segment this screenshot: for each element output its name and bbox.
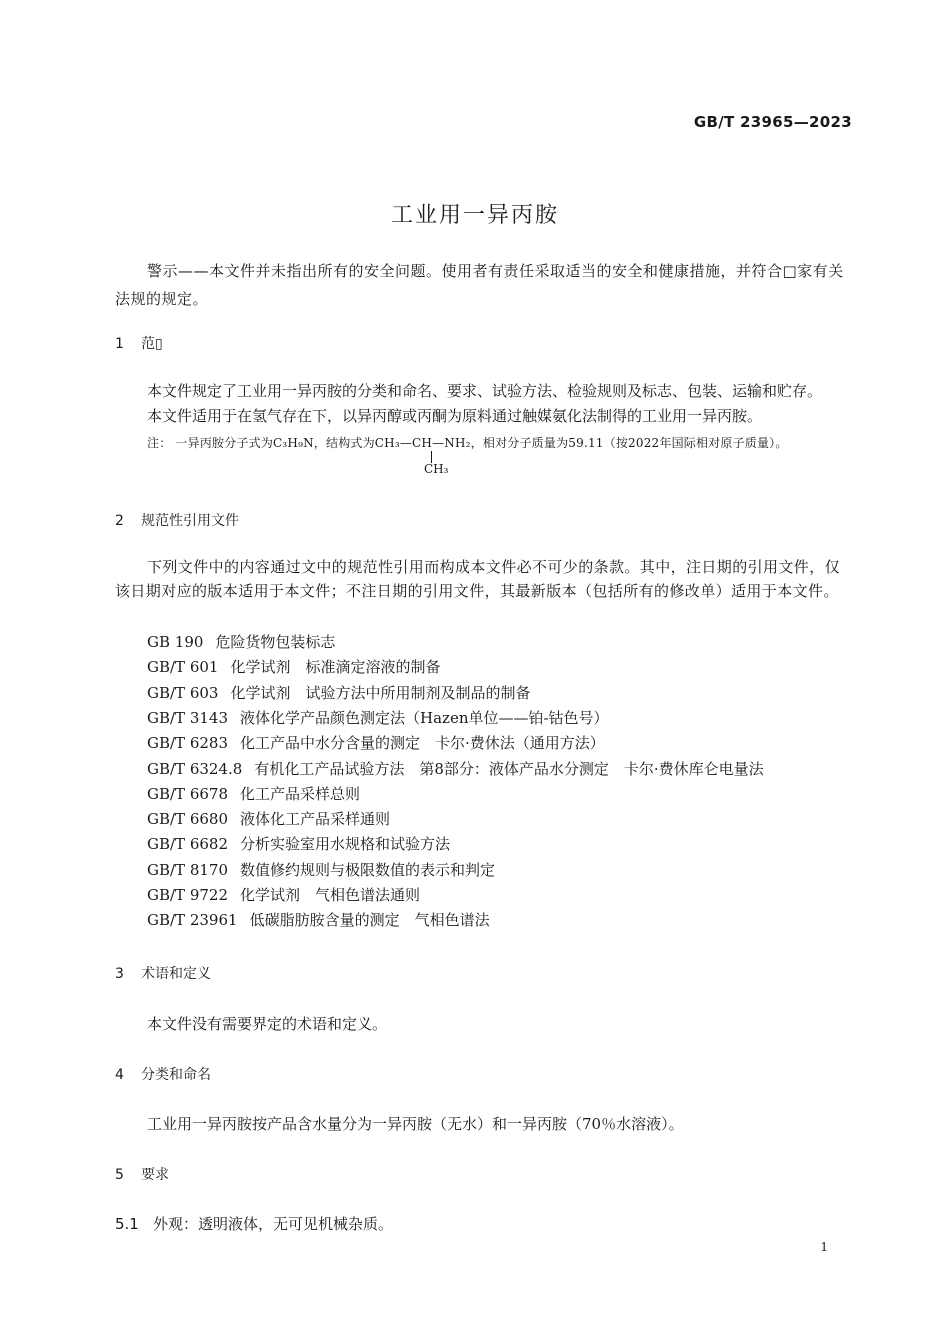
reference-item	[147, 759, 764, 779]
section-number: 1	[115, 336, 124, 352]
reference-code: GB/T 8170	[147, 860, 229, 879]
reference-item	[147, 784, 360, 804]
reference-code: GB 190	[147, 633, 204, 651]
reference-item	[147, 683, 530, 703]
reference-code: GB/T 6324.8	[147, 759, 243, 778]
reference-item	[147, 733, 605, 753]
section-3-heading	[115, 963, 211, 983]
section-title: 规范性引用文件	[141, 513, 239, 529]
section-4-paragraph: 工业用一异丙胺按产品含水量分为一异丙胺（无水）和一异丙胺（70％水溶液）。	[147, 1115, 684, 1133]
reference-code: GB/T 6680	[147, 810, 229, 829]
section-1-paragraph-2: 本文件适用于在氢气存在下，以异丙醇或丙酮为原料通过触媒氨化法制得的工业用一异丙胺。	[147, 407, 763, 425]
section-5-heading	[115, 1164, 169, 1184]
reference-code: GB/T 603	[147, 683, 219, 702]
section-2-intro: 下列文件中的内容通过文中的规范性引用而构成本文件必不可少的条款。其中，注日期的引用文件，仅该日期对应的版本适用于本文件；不注日期的引用文件，其最新版本（包括所有的修改单）适用于本文件。	[115, 558, 841, 600]
section-number: 2	[115, 513, 124, 529]
reference-code: GB/T 601	[147, 658, 219, 677]
reference-title: 数值修约规则与极限数值的表示和判定	[240, 860, 496, 879]
reference-code: GB/T 9722	[147, 886, 229, 904]
note-text: 一异丙胺分子式为C₃H₉N，结构式为CH₃—CH—NH₂，相对分子质量为59.11（按2022年国际相对原子质量）。	[175, 436, 788, 450]
section-1-note	[147, 434, 788, 451]
section-number: 5	[115, 1167, 124, 1183]
reference-item	[147, 708, 609, 728]
reference-code: GB/T 6678	[147, 784, 229, 803]
section-4-heading	[115, 1064, 211, 1084]
warning-paragraph: 警示——本文件并未指出所有的安全问题。使用者有责任采取适当的安全和健康措施，并符合□家有关法规的规定。	[115, 262, 844, 308]
page-number: 1	[820, 1240, 828, 1254]
reference-title: 化学试剂 试验方法中所用制剂及制品的制备	[230, 683, 531, 702]
reference-title: 化学试剂 标准滴定溶液的制备	[230, 658, 441, 677]
reference-code: GB/T 3143	[147, 708, 229, 727]
reference-title: 化工产品中水分含量的测定 卡尔·费休法（通用方法）	[240, 734, 605, 753]
section-title: 范▯	[141, 336, 163, 352]
section-1-heading	[115, 333, 163, 353]
reference-title: 分析实验室用水规格和试验方法	[240, 835, 451, 854]
reference-item	[147, 885, 420, 905]
reference-item	[147, 834, 450, 854]
section-title: 术语和定义	[141, 966, 211, 982]
clause-5-1	[115, 1213, 393, 1234]
reference-item	[147, 860, 495, 880]
reference-item	[147, 657, 440, 677]
reference-title: 化工产品采样总则	[240, 784, 361, 803]
section-1-paragraph-1: 本文件规定了工业用一异丙胺的分类和命名、要求、试验方法、检验规则及标志、包装、运输和贮存。	[147, 382, 823, 400]
reference-code: GB/T 6682	[147, 835, 229, 854]
section-title: 分类和命名	[141, 1067, 211, 1083]
reference-title: 有机化工产品试验方法 第8部分：液体产品水分测定 卡尔·费休库仑电量法	[254, 759, 764, 778]
reference-code: GB/T 6283	[147, 734, 229, 753]
reference-title: 低碳脂肪胺含量的测定 气相色谱法	[249, 911, 490, 930]
document-title: 工业用一异丙胺	[390, 203, 559, 228]
note-label: 注：	[147, 436, 172, 450]
section-2-heading	[115, 510, 239, 530]
reference-title: 化学试剂 气相色谱法通则	[240, 886, 421, 904]
reference-item	[147, 809, 390, 829]
section-3-paragraph: 本文件没有需要界定的术语和定义。	[147, 1015, 388, 1033]
section-number: 4	[115, 1067, 124, 1083]
clause-number: 5.1	[115, 1215, 139, 1233]
section-title: 要求	[141, 1167, 169, 1183]
reference-title: 液体化工产品采样通则	[240, 810, 391, 829]
standard-number: GB/T 23965—2023	[693, 113, 852, 131]
reference-item	[147, 910, 490, 930]
structural-formula-branch: CH₃	[424, 462, 449, 476]
section-number: 3	[115, 966, 124, 982]
reference-code: GB/T 23961	[147, 911, 238, 930]
reference-title: 液体化学产品颜色测定法（Hazen单位——铂-钴色号）	[240, 708, 609, 727]
reference-title: 危险货物包装标志	[215, 633, 336, 651]
reference-item	[147, 632, 335, 652]
clause-text: 外观：透明液体，无可见机械杂质。	[153, 1215, 394, 1233]
